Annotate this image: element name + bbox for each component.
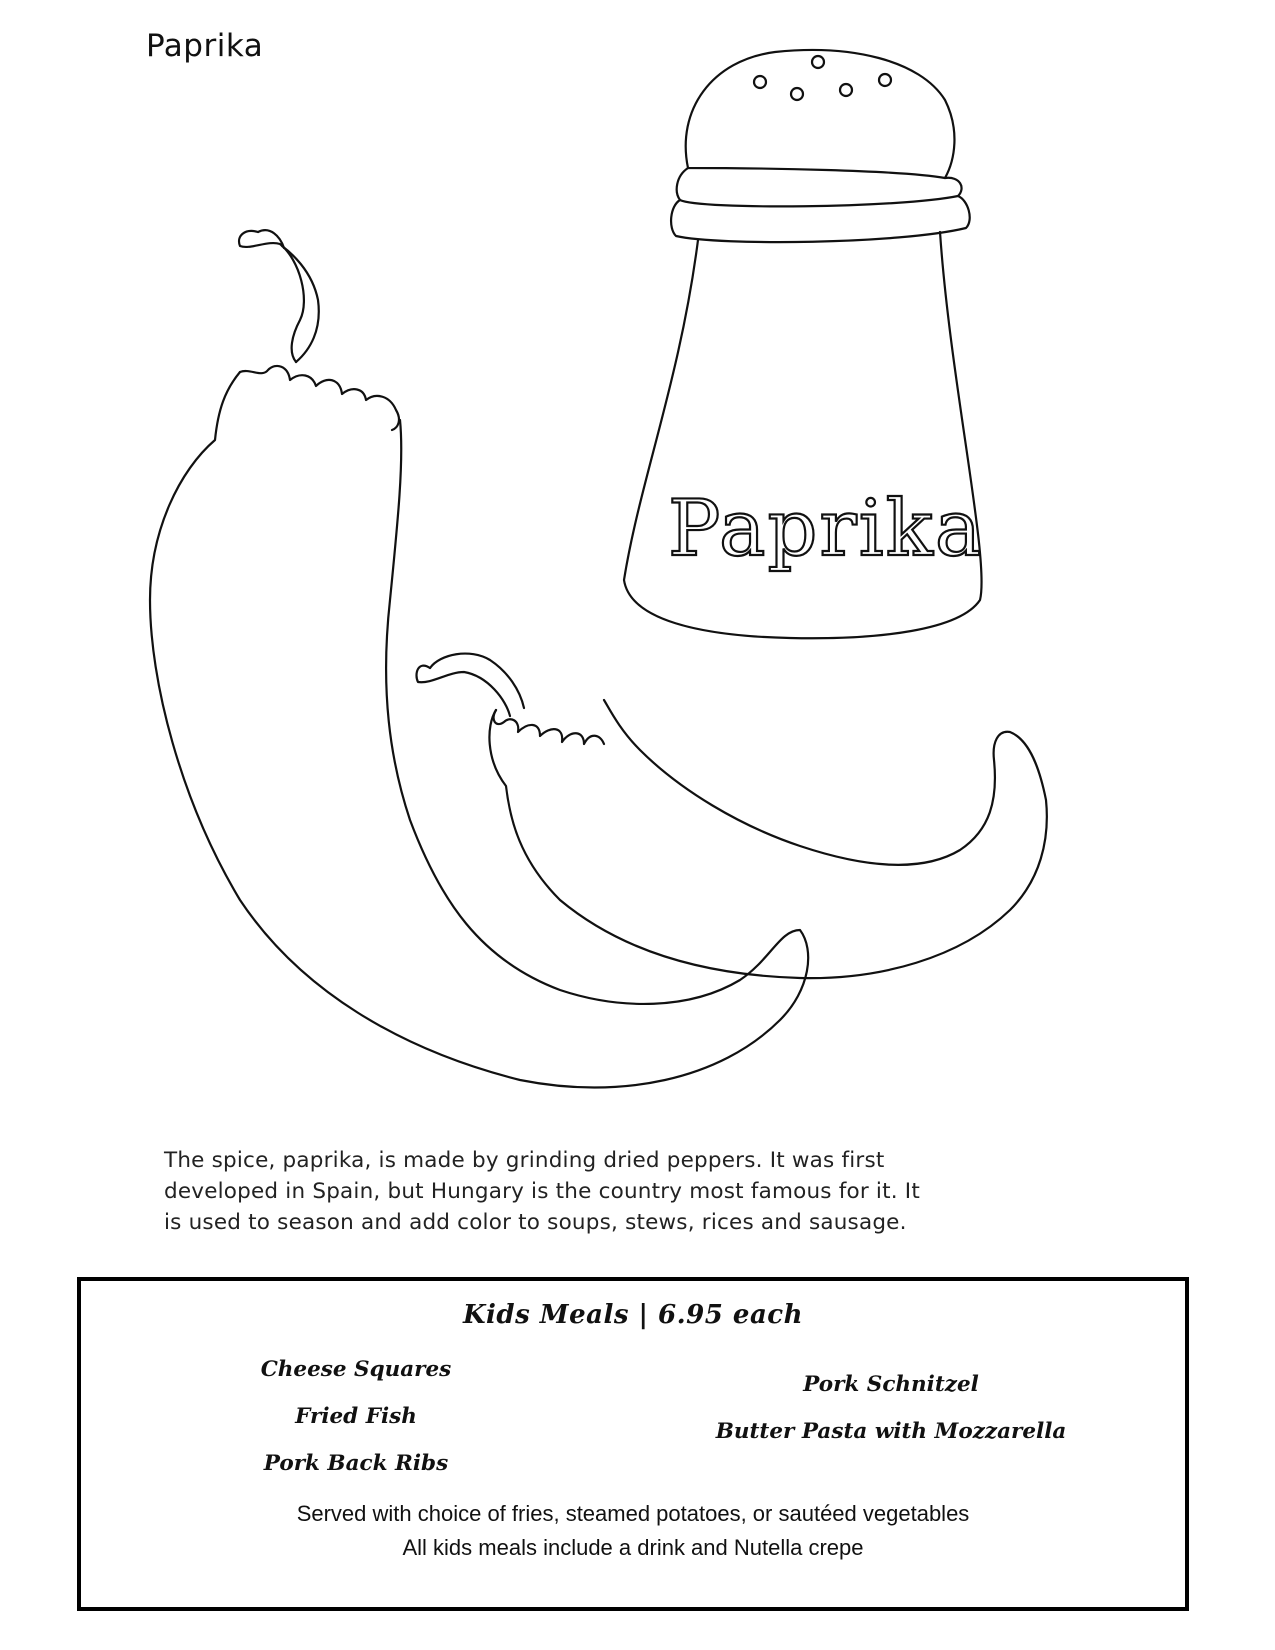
page-title: Paprika [146, 28, 264, 64]
description-line: The spice, paprika, is made by grinding dried peppers. It was first [164, 1148, 885, 1173]
menu-left-column [231, 1346, 481, 1487]
menu-note: All kids meals include a drink and Nutella crepe [402, 1535, 864, 1560]
chili-pepper-icon [417, 654, 1047, 979]
chili-pepper-icon [150, 230, 808, 1087]
menu-item: Cheese Squares [260, 1357, 452, 1382]
menu-item: Butter Pasta with Mozzarella [715, 1419, 1067, 1444]
menu-right-column [681, 1361, 1101, 1455]
menu-note: Served with choice of fries, steamed potatoes, or sautéed vegetables [296, 1501, 970, 1526]
kids-menu-box [77, 1277, 1189, 1611]
description-line: developed in Spain, but Hungary is the country most famous for it. It [164, 1179, 920, 1204]
menu-item: Pork Back Ribs [263, 1451, 449, 1476]
menu-heading: Kids Meals | 6.95 each [462, 1300, 804, 1330]
description-line: is used to season and add color to soups, stews, rices and sausage. [164, 1210, 907, 1235]
menu-item: Fried Fish [295, 1404, 417, 1429]
shaker-label: Paprika [668, 484, 984, 574]
description [164, 1145, 1044, 1238]
menu-item: Pork Schnitzel [803, 1372, 979, 1397]
